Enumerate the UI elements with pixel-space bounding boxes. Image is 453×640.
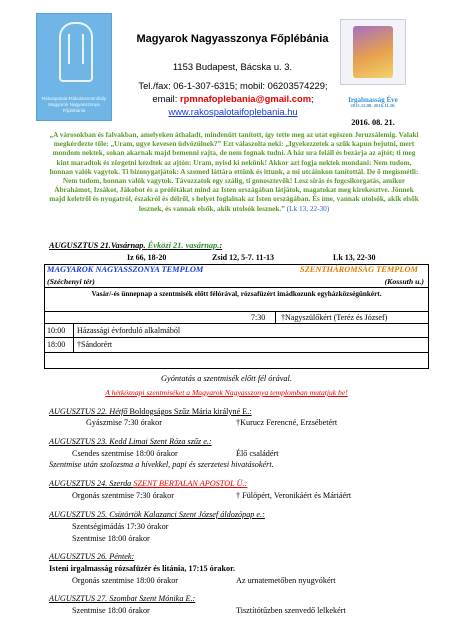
mass-intention: Az urnatemetőben nyugvókért [236, 576, 336, 585]
weekday-note: A hétköznapi szentmiséket a Magyarok Nagyasszonya templomban mutatjuk be! [105, 388, 348, 397]
parish-address: 1153 Budapest, Bácska u. 3. [172, 61, 293, 72]
day-saint: SZENT BERTALAN APOSTOL Ü.: [133, 479, 248, 488]
divider [45, 352, 428, 353]
mass-time: Orgonás szentmise 18:00 órakor [72, 576, 179, 585]
church-right: SZENTHÁROMSÁG TEMPLOM [300, 265, 418, 274]
church-right-location: (Kossuth u.) [384, 277, 424, 286]
church-seal-icon [59, 22, 93, 82]
reading-1: Iz 66, 18-20 [127, 253, 167, 262]
divider [45, 323, 428, 324]
email-suffix: ; [311, 93, 314, 104]
divider [275, 311, 276, 323]
day-heading: AUGUSZTUS 26. Péntek: [49, 552, 135, 561]
email-link[interactable]: rpmnafoplebania@gmail.com [179, 93, 312, 104]
left-mass-time: 10:00 [47, 326, 66, 335]
parish-phone: Tel./fax: 06-1-307-6315; mobil: 06203574229; [138, 80, 328, 91]
mass-intention: Élő családért [236, 449, 279, 458]
gospel-body: „A városokban és falvakban, amelyeken áthaladt, mindenütt tanított, így tette meg az utat egészen Jeruzsálemig. Valaki megkérdezte tőle: „Uram, ugye kevesen üdvözülnek?” Ezt válaszolta neki: „Igyekezzetek a szűk kapun bejutni, mert mondom nektek, sokan akarnak majd bemenni rajta, de nem fognak tudni. A ház ura feláll és bezárja az ajtót; ti meg kint maradtok és zörgetni kezdtek az ajtón: Uram, nyisd ki nekünk! Akkor azt fogja nektek mondani: Nem tudom, honnan valók vagytok. Ti bizonygatjátok: A szemed láttára ettünk és ittunk, a mi utcáinkon tanítottál. De ő megismétli: Nem tudom, honnan valók vagytok. Távozzatok egy szálig, ti gonosztevők! Lesz sírás és fogcsikorgatás, amikor Ábrahámot, Izsákot, Jákobot és a prófétákat mind az Isten országában látjátok, magatokat meg kirekesztve. Jönnek majd keletről és nyugatról, északról és délről, s helyet foglalnak az Isten országában. És íme, vannak utolsók, akik elsők lesznek, és vannak elsők, akik utolsók lesznek.” [49, 131, 419, 213]
right-mass-time: 7:30 [251, 313, 266, 322]
day-date: AUGUSZTUS 24. Szerda [49, 479, 134, 488]
right-mass-intention: †Nagyszülőkért (Teréz és József) [281, 313, 388, 322]
day-saint: Boldogságos Szűz Mária királyné E.: [127, 407, 252, 416]
mercy-year-title: Irgalmasság Éve [348, 96, 398, 104]
bulletin-date: 2016. 08. 21. [351, 118, 395, 127]
logo-caption: Rákospalota-Rákosszentmihály Magyarok Nagyasszonya Főplébánia [41, 96, 107, 113]
church-left: MAGYAROK NAGYASSZONYA TEMPLOM [47, 265, 204, 274]
left-mass-intention: Házassági évforduló alkalmából [77, 326, 181, 335]
mass-intention: Tisztítótűzben szenvedő lelkekért [236, 606, 346, 615]
mass-table [44, 264, 429, 369]
divider [45, 337, 428, 338]
church-header [45, 265, 428, 274]
divider [45, 287, 428, 288]
mercy-logo-image [353, 26, 393, 78]
email-prefix: email: [152, 93, 180, 104]
sunday-colon: : [219, 241, 223, 250]
confession-note: Gyóntatás a szentmisék előtt fél órával. [161, 374, 292, 383]
divider [45, 311, 428, 312]
day-heading [49, 407, 252, 416]
reading-3: Lk 13, 22-30 [333, 253, 376, 262]
mass-time: Csendes szentmise 18:00 órakor [72, 449, 178, 458]
gospel-text [46, 131, 422, 214]
parish-title: Magyarok Nagyasszonya Főplébánia [136, 33, 329, 45]
left-mass-intention: †Sándorért [77, 340, 113, 349]
mass-time: Orgonás szentmise 7:30 órakor [72, 491, 174, 500]
mass-time: Gyászmise 7:30 órakor [86, 418, 162, 427]
day-special: Isteni irgalmasság rózsafüzér és litánia, 17:15 órakor. [49, 564, 236, 573]
church-left-location: (Széchenyi tér) [47, 277, 95, 286]
mass-intention: † Fülöpért, Veronikáért és Máriáért [236, 491, 352, 500]
website-link[interactable]: www.rakospalotaifoplebania.hu [168, 106, 298, 117]
mass-time: Szentségimádás 17:30 órakor [72, 522, 169, 531]
parish-logo [36, 13, 112, 121]
sunday-heading [49, 241, 222, 250]
vigil-note: Vasár/-és ünnepnap a szentmisék előtt félórával, rózsafüzért imádkozunk egyházközségünkért. [91, 290, 382, 298]
day-note: Szentmise után szolozsma a hívekkel, papi és szerzetesi hivatásokért. [49, 460, 274, 469]
mercy-year-dates: 2015.12.08.-2016.11.20. [350, 103, 396, 108]
day-heading: AUGUSZTUS 25. Csütörtök Kalazanci Szent József áldozópap e.: [49, 510, 265, 519]
gospel-reference: (Lk 13, 22-30) [286, 204, 330, 213]
day-heading: AUGUSZTUS 27. Szombat Szent Mónika E.: [49, 594, 196, 603]
divider [73, 323, 74, 352]
parish-email-line [106, 93, 360, 104]
day-date: AUGUSZTUS 22. Hétfő [49, 407, 128, 416]
mass-time: Szentmise 18:00 órakor [72, 606, 150, 615]
left-mass-time: 18:00 [47, 340, 66, 349]
day-heading: AUGUSZTUS 23. Kedd Limai Szent Róza szűz e.: [49, 437, 212, 446]
mass-intention: †Kurucz Ferencné, Erzsébetért [236, 418, 338, 427]
sunday-name: Évközi 21. vasárnap. [147, 241, 220, 250]
day-heading [49, 479, 247, 488]
sunday-date: AUGUSZTUS 21.Vasárnap. [49, 241, 146, 250]
reading-2: Zsid 12, 5-7. 11-13 [212, 253, 275, 262]
mass-time: Szentmise 18:00 órakor [72, 534, 150, 543]
mercy-year-logo [340, 19, 406, 85]
